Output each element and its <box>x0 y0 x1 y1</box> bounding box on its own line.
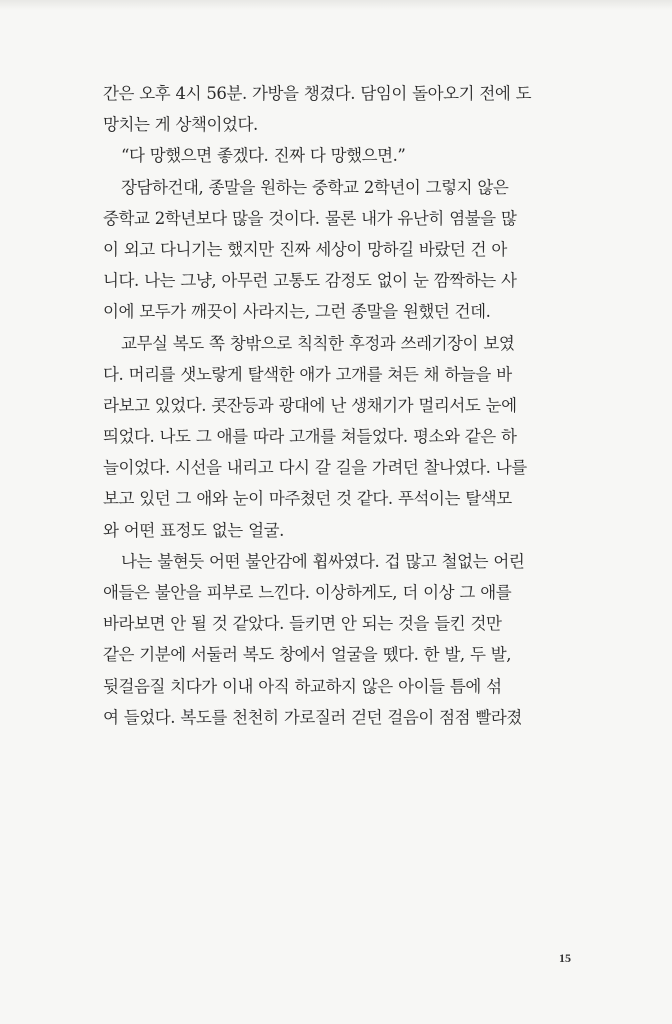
text-line: 띄었다. 나도 그 애를 따라 고개를 쳐들었다. 평소와 같은 하 <box>103 427 517 447</box>
paragraph-start-line: 교무실 복도 쪽 창밖으로 칙칙한 후정과 쓰레기장이 보였 <box>121 333 515 353</box>
text-line: 이에 모두가 깨끗이 사라지는, 그런 종말을 원했던 건데. <box>103 302 491 322</box>
text-line: 보고 있던 그 애와 눈이 마주쳤던 것 같다. 푸석이는 탈색모 <box>103 489 512 509</box>
text-line: 니다. 나는 그냥, 아무런 고통도 감정도 없이 눈 깜짝하는 사 <box>103 271 517 291</box>
page-number: 15 <box>559 951 571 965</box>
paragraph-start-line: 장담하건대, 종말을 원하는 중학교 2학년이 그렇지 않은 <box>121 177 509 197</box>
text-line: 다. 머리를 샛노랗게 탈색한 애가 고개를 쳐든 채 하늘을 바 <box>103 364 512 384</box>
text-line: 바라보면 안 될 것 같았다. 들키면 안 되는 것을 들킨 것만 <box>103 614 502 634</box>
text-line: 라보고 있었다. 콧잔등과 광대에 난 생채기가 멀리서도 눈에 <box>103 395 517 415</box>
text-line: 뒷걸음질 치다가 이내 아직 하교하지 않은 아이들 틈에 섞 <box>103 676 502 696</box>
text-line: 여 들었다. 복도를 천천히 가로질러 걷던 걸음이 점점 빨라졌 <box>103 707 522 727</box>
dialogue-line: “다 망했으면 좋겠다. 진짜 다 망했으면.” <box>121 146 406 166</box>
text-line: 와 어떤 표정도 없는 얼굴. <box>103 520 284 540</box>
text-line: 늘이었다. 시선을 내리고 다시 갈 길을 가려던 찰나였다. 나를 <box>103 458 527 478</box>
text-line: 망치는 게 상책이었다. <box>103 115 258 135</box>
text-line: 이 외고 다니기는 했지만 진짜 세상이 망하길 바랐던 건 아 <box>103 239 507 259</box>
text-line: 같은 기분에 서둘러 복도 창에서 얼굴을 뗐다. 한 발, 두 발, <box>103 645 512 665</box>
paragraph-start-line: 나는 불현듯 어떤 불안감에 휩싸였다. 겁 많고 철없는 어린 <box>121 551 525 571</box>
text-line: 간은 오후 4시 56분. 가방을 챙겼다. 담임이 돌아오기 전에 도 <box>103 84 532 103</box>
body-text <box>103 78 568 733</box>
text-line: 중학교 2학년보다 많을 것이다. 물론 내가 유난히 염불을 많 <box>103 208 517 228</box>
text-line: 애들은 불안을 피부로 느낀다. 이상하게도, 더 이상 그 애를 <box>103 583 512 602</box>
